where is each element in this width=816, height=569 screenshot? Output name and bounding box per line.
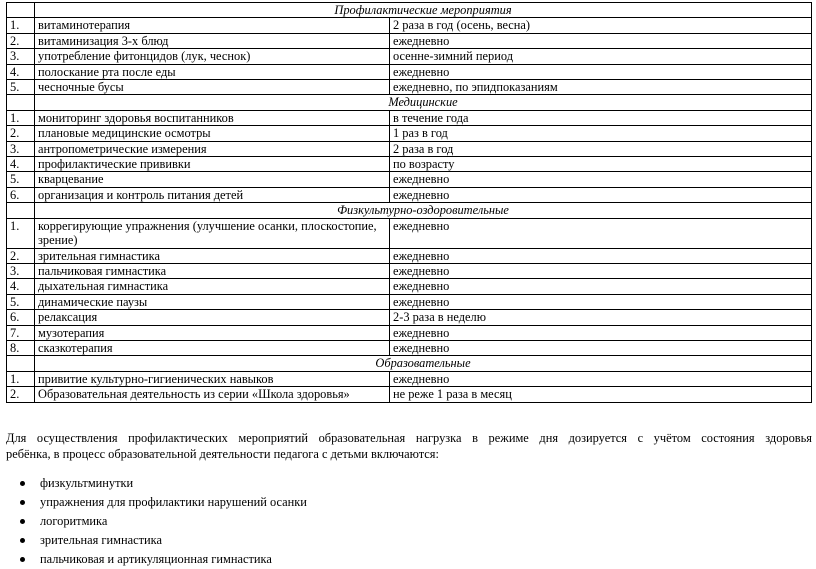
section-header-empty-cell: [7, 356, 35, 371]
row-number: 1.: [7, 371, 35, 386]
section-header-empty-cell: [7, 203, 35, 218]
row-number: 6.: [7, 187, 35, 202]
activity-cell: привитие культурно-гигиенических навыков: [35, 371, 390, 386]
frequency-cell: 2 раза в год: [390, 141, 812, 156]
table-row: [7, 126, 812, 141]
frequency-cell: осенне-зимний период: [390, 49, 812, 64]
list-item-text: пальчиковая и артикуляционная гимнастика: [40, 552, 272, 566]
bullet-dot-icon: [20, 500, 25, 505]
row-number: 6.: [7, 310, 35, 325]
table-row: [7, 387, 812, 402]
frequency-cell: ежедневно, по эпидпоказаниям: [390, 80, 812, 95]
row-number: 8.: [7, 340, 35, 355]
activity-cell: чесночные бусы: [35, 80, 390, 95]
frequency-cell: ежедневно: [390, 187, 812, 202]
activity-cell: кварцевание: [35, 172, 390, 187]
frequency-cell: ежедневно: [390, 371, 812, 386]
row-number: 3.: [7, 263, 35, 278]
row-number: 4.: [7, 279, 35, 294]
section-title: Образовательные: [35, 356, 812, 371]
frequency-cell: ежедневно: [390, 294, 812, 309]
table-row: [7, 187, 812, 202]
row-number: 5.: [7, 172, 35, 187]
table-row: [7, 371, 812, 386]
frequency-cell: 1 раз в год: [390, 126, 812, 141]
activity-cell: витаминизация 3-х блюд: [35, 33, 390, 48]
bullet-dot-icon: [20, 481, 25, 486]
frequency-cell: ежедневно: [390, 218, 812, 248]
section-header-row: [7, 3, 812, 18]
activity-cell: зрительная гимнастика: [35, 248, 390, 263]
list-item-text: упражнения для профилактики нарушений осанки: [40, 495, 307, 509]
frequency-cell: не реже 1 раза в месяц: [390, 387, 812, 402]
table-row: [7, 18, 812, 33]
table-row: [7, 157, 812, 172]
table-row: [7, 294, 812, 309]
row-number: 2.: [7, 248, 35, 263]
table-row: [7, 110, 812, 125]
table-row: [7, 64, 812, 79]
row-number: 2.: [7, 33, 35, 48]
activity-cell: употребление фитонцидов (лук, чеснок): [35, 49, 390, 64]
table-row: [7, 325, 812, 340]
list-item: [0, 474, 800, 493]
paragraph-line-1: Для осуществления профилактических мероприятий образовательная нагрузка в режиме дня дозируется с учётом состояния здоровья: [6, 431, 812, 445]
frequency-cell: ежедневно: [390, 263, 812, 278]
table-row: [7, 141, 812, 156]
table-row: [7, 49, 812, 64]
activity-cell: сказкотерапия: [35, 340, 390, 355]
list-item-text: зрительная гимнастика: [40, 533, 162, 547]
bullet-dot-icon: [20, 538, 25, 543]
activities-table-body: [7, 3, 812, 403]
activity-cell: коррегирующие упражнения (улучшение осанки, плоскостопие, зрение): [35, 218, 390, 248]
dosage-paragraph: [6, 430, 812, 462]
table-row: [7, 33, 812, 48]
activity-cell: витаминотерапия: [35, 18, 390, 33]
section-header-empty-cell: [7, 3, 35, 18]
section-header-empty-cell: [7, 95, 35, 110]
activity-cell: динамические паузы: [35, 294, 390, 309]
activity-cell: пальчиковая гимнастика: [35, 263, 390, 278]
frequency-cell: по возрасту: [390, 157, 812, 172]
frequency-cell: ежедневно: [390, 325, 812, 340]
activity-cell: релаксация: [35, 310, 390, 325]
table-row: [7, 172, 812, 187]
table-row: [7, 263, 812, 278]
row-number: 1.: [7, 18, 35, 33]
list-item-text: логоритмика: [40, 514, 108, 528]
activities-table: [6, 2, 812, 403]
frequency-cell: ежедневно: [390, 33, 812, 48]
frequency-cell: ежедневно: [390, 64, 812, 79]
section-header-row: [7, 203, 812, 218]
activity-cell: Образовательная деятельность из серии «Школа здоровья»: [35, 387, 390, 402]
list-item: [0, 512, 800, 531]
frequency-cell: 2-3 раза в неделю: [390, 310, 812, 325]
table-row: [7, 80, 812, 95]
activity-cell: профилактические прививки: [35, 157, 390, 172]
activity-cell: организация и контроль питания детей: [35, 187, 390, 202]
bullet-dot-icon: [20, 519, 25, 524]
activity-cell: музотерапия: [35, 325, 390, 340]
row-number: 2.: [7, 387, 35, 402]
row-number: 5.: [7, 294, 35, 309]
bullet-dot-icon: [20, 557, 25, 562]
activity-cell: мониторинг здоровья воспитанников: [35, 110, 390, 125]
table-row: [7, 218, 812, 248]
row-number: 1.: [7, 110, 35, 125]
paragraph-line-2: ребёнка, в процесс образовательной деятельности педагога с детьми включаются:: [6, 447, 439, 461]
row-number: 7.: [7, 325, 35, 340]
table-row: [7, 248, 812, 263]
frequency-cell: в течение года: [390, 110, 812, 125]
row-number: 4.: [7, 157, 35, 172]
row-number: 3.: [7, 49, 35, 64]
list-item-text: физкультминутки: [40, 476, 134, 490]
activity-cell: дыхательная гимнастика: [35, 279, 390, 294]
frequency-cell: ежедневно: [390, 248, 812, 263]
table-row: [7, 279, 812, 294]
list-item: [0, 493, 800, 512]
row-number: 3.: [7, 141, 35, 156]
section-title: Профилактические мероприятия: [35, 3, 812, 18]
section-title: Физкультурно-оздоровительные: [35, 203, 812, 218]
frequency-cell: 2 раза в год (осень, весна): [390, 18, 812, 33]
frequency-cell: ежедневно: [390, 279, 812, 294]
frequency-cell: ежедневно: [390, 340, 812, 355]
table-row: [7, 340, 812, 355]
section-header-row: [7, 95, 812, 110]
list-item: [0, 531, 800, 550]
row-number: 4.: [7, 64, 35, 79]
activity-cell: полоскание рта после еды: [35, 64, 390, 79]
row-number: 5.: [7, 80, 35, 95]
row-number: 1.: [7, 218, 35, 248]
row-number: 2.: [7, 126, 35, 141]
table-row: [7, 310, 812, 325]
section-title: Медицинские: [35, 95, 812, 110]
section-header-row: [7, 356, 812, 371]
activity-cell: плановые медицинские осмотры: [35, 126, 390, 141]
frequency-cell: ежедневно: [390, 172, 812, 187]
activity-cell: антропометрические измерения: [35, 141, 390, 156]
list-item: [0, 550, 800, 569]
